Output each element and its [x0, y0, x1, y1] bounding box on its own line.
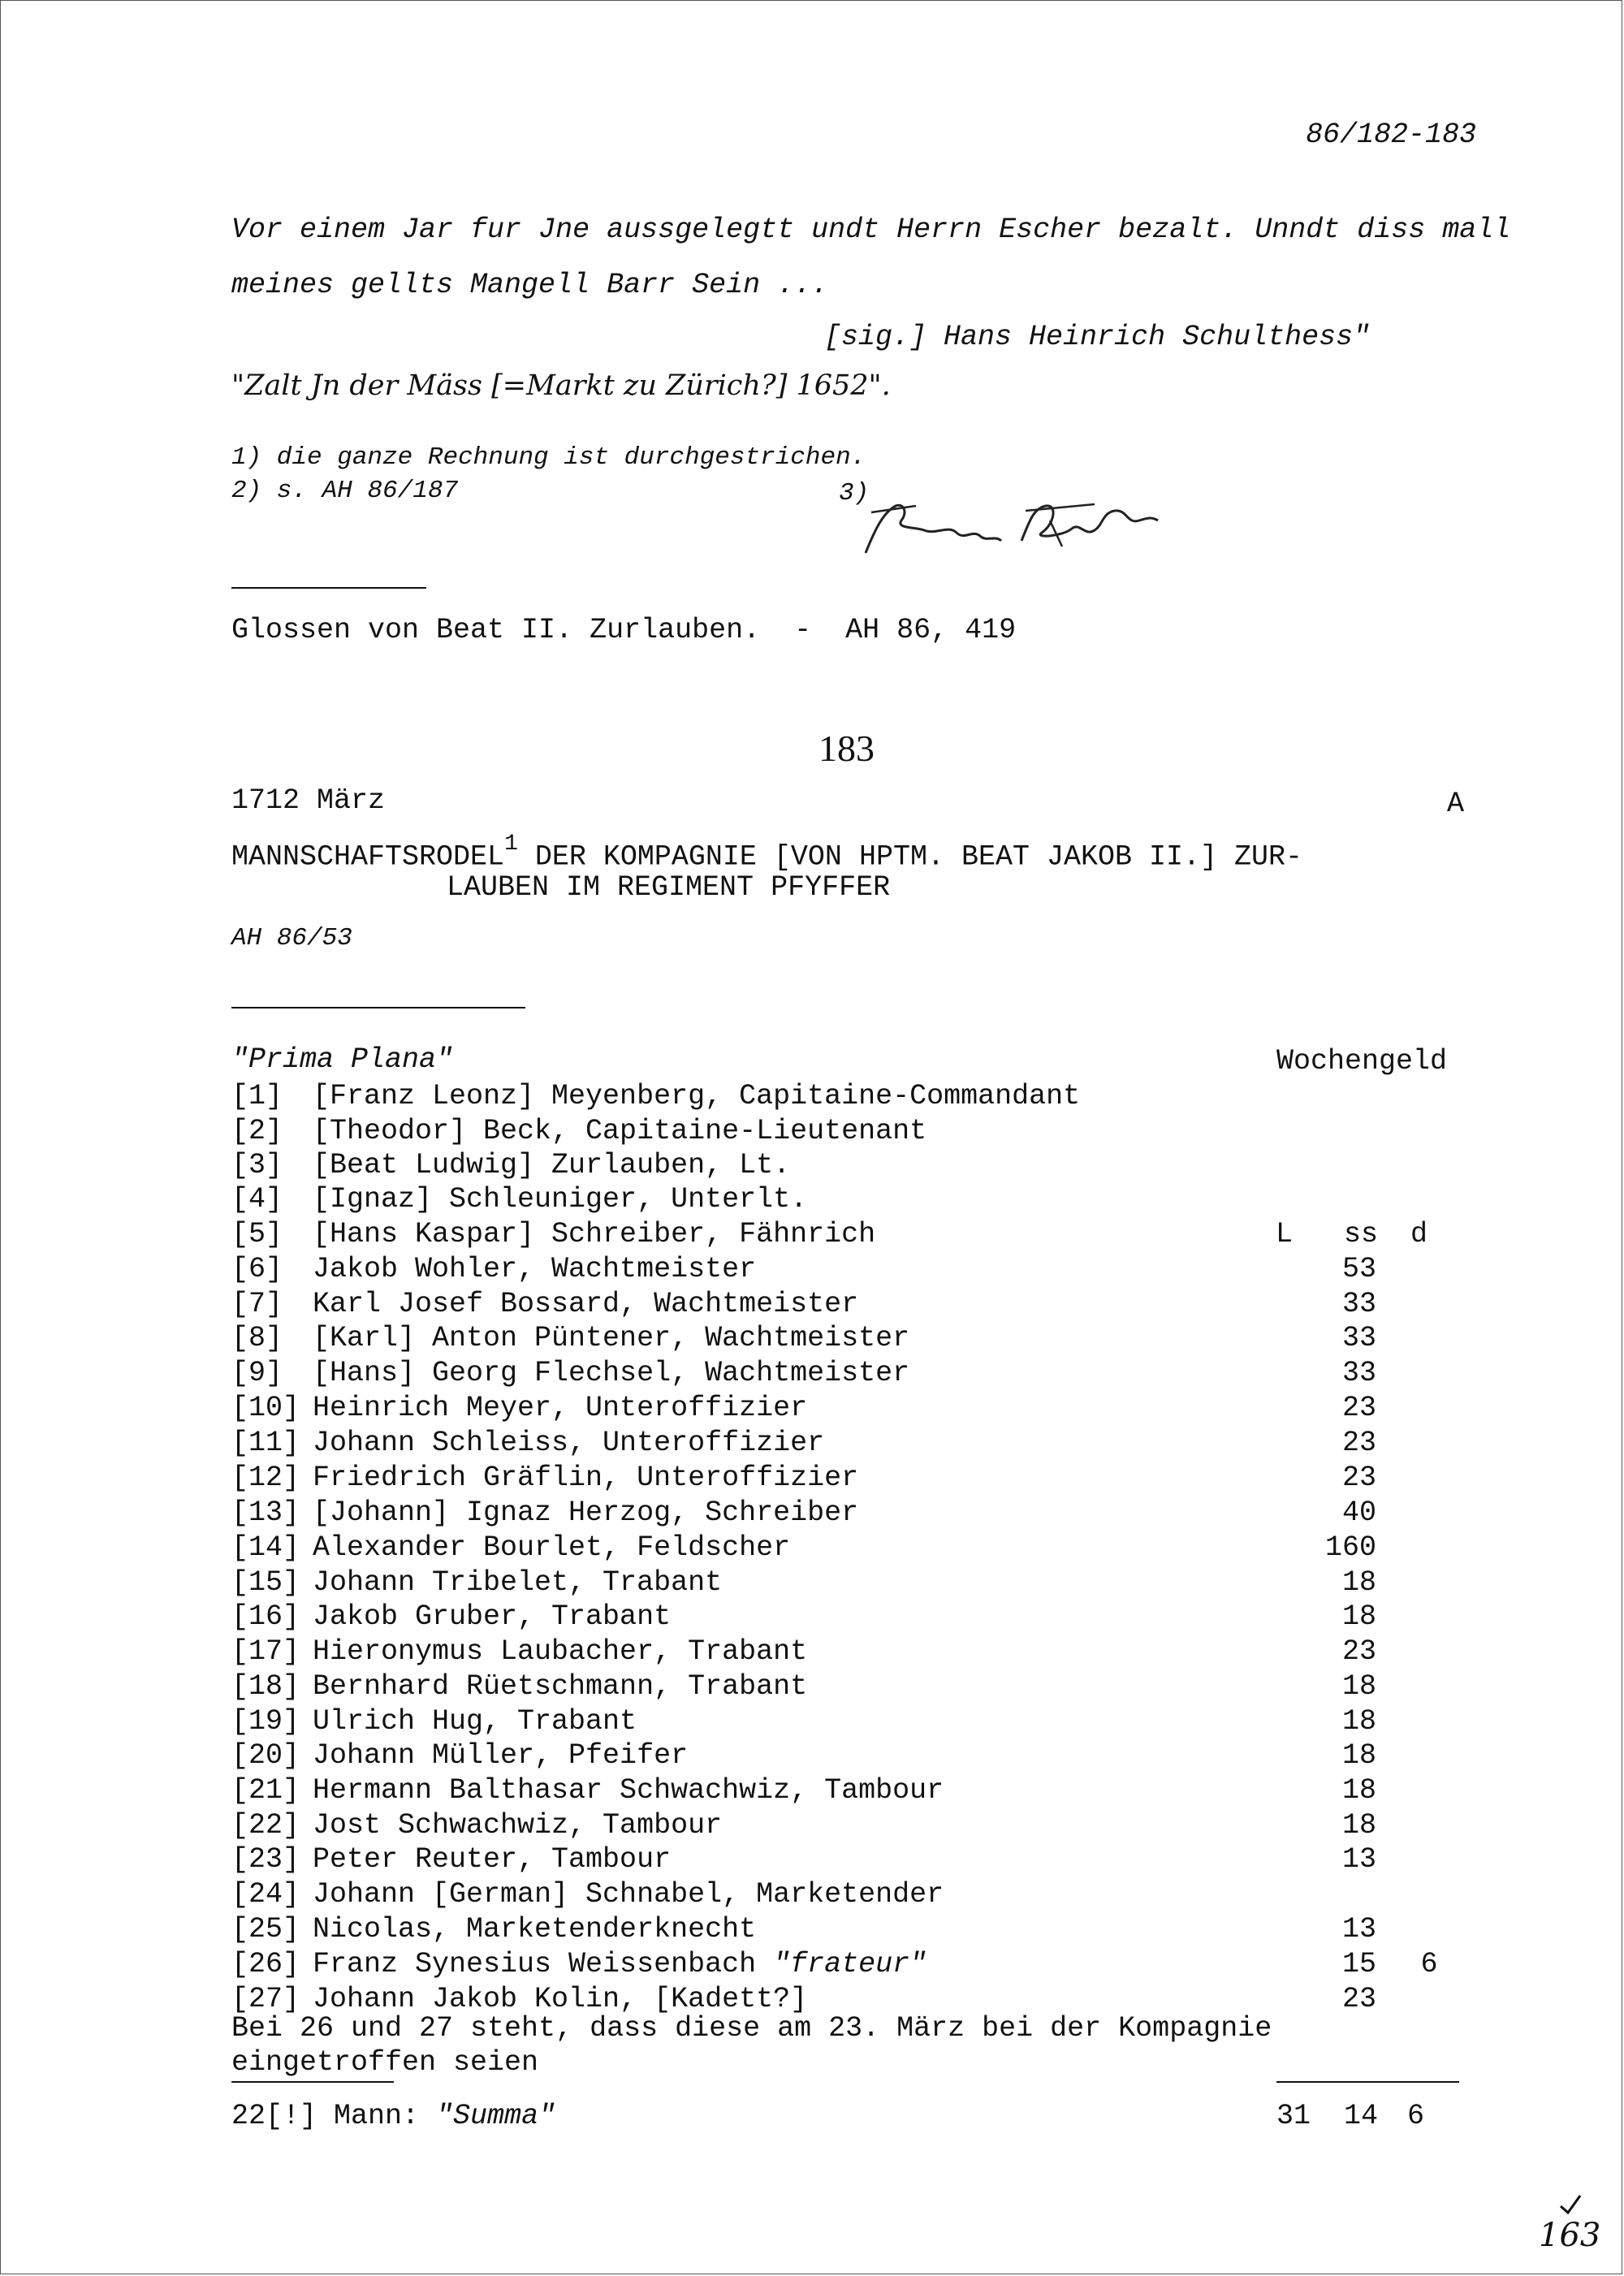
checkmark-icon — [1543, 2179, 1583, 2220]
roster-row — [231, 1322, 1449, 1357]
row-name: Johann [German] Schnabel, Marketender — [313, 1878, 944, 1911]
title-footnote-mark: 1 — [504, 831, 518, 857]
unit-header-d: d — [1410, 1218, 1428, 1250]
row-ss: 18 — [1341, 1705, 1376, 1738]
roster-row — [231, 1774, 1449, 1809]
row-number: [24] — [231, 1878, 300, 1911]
row-number: [4] — [231, 1183, 283, 1216]
letter-line-1: Vor einem Jar fur Jne aussgelegtt undt Herrn Escher bezalt. Unndt diss mall — [231, 214, 1511, 246]
summa-italic: "Summa" — [436, 2100, 556, 2132]
row-ss: 18 — [1341, 1600, 1376, 1633]
roster-row — [231, 1183, 1449, 1218]
row-ss: 23 — [1341, 1462, 1376, 1494]
roster-row — [231, 1531, 1449, 1566]
summa-line — [231, 2100, 555, 2132]
row-number: [5] — [231, 1218, 283, 1250]
row-ss: 18 — [1341, 1809, 1376, 1842]
signature-image — [859, 467, 1168, 576]
entry-title-line-1 — [231, 831, 1303, 874]
roster-row — [231, 1670, 1449, 1705]
row-name: [Hans] Georg Flechsel, Wachtmeister — [313, 1357, 910, 1389]
row-name: Alexander Bourlet, Feldscher — [313, 1531, 791, 1564]
roster-row — [231, 1080, 1449, 1115]
row-name: Jost Schwachwiz, Tambour — [313, 1809, 723, 1842]
row-name: Johann Müller, Pfeifer — [313, 1739, 689, 1772]
row-ss: 18 — [1341, 1566, 1376, 1599]
unit-header-ss: ss — [1344, 1218, 1379, 1250]
signature-line: [sig.] Hans Heinrich Schulthess" — [824, 321, 1371, 353]
row-name: [Hans Kaspar] Schreiber, Fähnrich — [313, 1218, 876, 1250]
row-name: Ulrich Hug, Trabant — [313, 1705, 637, 1738]
summa-l: 31 — [1276, 2100, 1311, 2132]
unit-header-l: L — [1276, 1218, 1294, 1250]
row-name: Heinrich Meyer, Unteroffizier — [313, 1392, 808, 1424]
entry-number: 183 — [818, 728, 875, 769]
row-name: [Johann] Ignaz Herzog, Schreiber — [313, 1496, 859, 1529]
note-line-2: eingetroffen seien — [231, 2046, 539, 2079]
row-number: [13] — [231, 1496, 300, 1529]
row-ss: 18 — [1341, 1774, 1376, 1807]
footnote-1: 1) die ganze Rechnung ist durchgestrichen. — [231, 443, 866, 472]
row-number: [1] — [231, 1080, 283, 1112]
row-name: Hermann Balthasar Schwachwiz, Tambour — [313, 1774, 944, 1807]
section-rule-2 — [231, 1007, 525, 1008]
page-reference: 86/182-183 — [1306, 119, 1477, 151]
row-name: Peter Reuter, Tambour — [313, 1843, 672, 1876]
row-ss: 13 — [1341, 1913, 1376, 1946]
row-name: Hieronymus Laubacher, Trabant — [313, 1635, 808, 1668]
wochengeld-header: Wochengeld — [1276, 1045, 1448, 1078]
row-number: [20] — [231, 1739, 300, 1772]
row-ss: 23 — [1341, 1983, 1376, 2015]
section-rule — [231, 587, 426, 589]
row-name-text: Franz Synesius Weissenbach — [313, 1948, 774, 1980]
roster-row — [231, 1115, 1449, 1150]
row-number: [14] — [231, 1531, 300, 1564]
row-number: [15] — [231, 1566, 300, 1599]
row-number: [2] — [231, 1115, 283, 1147]
row-number: [6] — [231, 1253, 283, 1285]
roster-row — [231, 1809, 1449, 1844]
letter-line-2: meines gellts Mangell Barr Sein ... — [231, 269, 829, 301]
row-ss: 33 — [1341, 1322, 1376, 1354]
row-ss: 13 — [1341, 1843, 1376, 1876]
row-number: [27] — [231, 1983, 300, 2015]
row-ss: 160 — [1324, 1531, 1376, 1564]
row-number: [19] — [231, 1705, 300, 1738]
row-number: [21] — [231, 1774, 300, 1807]
roster-row — [231, 1600, 1449, 1635]
roster-row — [231, 1496, 1449, 1531]
row-name-italic: "frateur" — [773, 1948, 927, 1980]
row-number: [17] — [231, 1635, 300, 1668]
row-name: [Beat Ludwig] Zurlauben, Lt. — [313, 1149, 791, 1181]
entry-letter-code: A — [1447, 788, 1465, 820]
roster-row — [231, 1878, 1449, 1913]
row-name: Johann Jakob Kolin, [Kadett?] — [313, 1983, 808, 2015]
note-underline — [231, 2081, 394, 2083]
roster-row — [231, 1705, 1449, 1740]
handwritten-note: "Zalt Jn der Mäss [=Markt zu Zürich?] 1652". — [231, 369, 891, 402]
row-name: Bernhard Rüetschmann, Trabant — [313, 1670, 808, 1703]
roster-row — [231, 1739, 1449, 1774]
note-line-1: Bei 26 und 27 steht, dass diese am 23. März bei der Kompagnie — [231, 2012, 1272, 2045]
title-main: MANNSCHAFTSRODEL — [231, 840, 505, 874]
row-number: [23] — [231, 1843, 300, 1876]
row-number: [8] — [231, 1322, 283, 1354]
row-number: [3] — [231, 1149, 283, 1181]
archive-reference: AH 86/53 — [231, 924, 352, 952]
roster-row — [231, 1843, 1449, 1878]
row-ss: 33 — [1341, 1288, 1376, 1320]
row-name: Karl Josef Bossard, Wachtmeister — [313, 1288, 859, 1320]
row-ss: 23 — [1341, 1635, 1376, 1668]
row-number: [18] — [231, 1670, 300, 1703]
summa-label: 22[!] Mann: — [231, 2100, 437, 2132]
roster-row — [231, 1288, 1449, 1323]
roster-row — [231, 1427, 1449, 1462]
row-name — [313, 1948, 926, 1980]
corner-page-mark: 163 — [1539, 2217, 1601, 2254]
roster-row — [231, 1948, 1449, 1983]
row-number: [10] — [231, 1392, 300, 1424]
row-number: [9] — [231, 1357, 283, 1389]
row-ss: 18 — [1341, 1670, 1376, 1703]
row-ss: 18 — [1341, 1739, 1376, 1772]
summa-d: 6 — [1407, 2100, 1425, 2132]
roster-row — [231, 1392, 1449, 1427]
entry-date: 1712 März — [231, 784, 386, 817]
row-number: [12] — [231, 1462, 300, 1494]
roster-row — [231, 1218, 1449, 1253]
roster-row — [231, 1566, 1449, 1601]
roster-row — [231, 1462, 1449, 1496]
row-number: [7] — [231, 1288, 283, 1320]
row-ss: 23 — [1341, 1427, 1376, 1459]
row-ss: 33 — [1341, 1357, 1376, 1389]
row-ss: 53 — [1341, 1253, 1376, 1285]
entry-title-line-2: LAUBEN IM REGIMENT PFYFFER — [447, 871, 891, 904]
row-number: [16] — [231, 1600, 300, 1633]
row-name: Jakob Gruber, Trabant — [313, 1600, 672, 1633]
roster-row — [231, 1253, 1449, 1288]
row-name: Nicolas, Marketenderknecht — [313, 1913, 757, 1946]
roster-row — [231, 1913, 1449, 1948]
summa-ss: 14 — [1344, 2100, 1379, 2132]
row-name: [Theodor] Beck, Capitaine-Lieutenant — [313, 1115, 927, 1147]
footnote-3-label: 3) — [839, 479, 870, 507]
row-number: [22] — [231, 1809, 300, 1842]
row-name: [Karl] Anton Püntener, Wachtmeister — [313, 1322, 910, 1354]
row-number: [11] — [231, 1427, 300, 1459]
row-number: [25] — [231, 1913, 300, 1946]
roster-row — [231, 1357, 1449, 1392]
roster-row — [231, 1149, 1449, 1184]
row-d: 6 — [1420, 1948, 1438, 1980]
row-number: [26] — [231, 1948, 300, 1980]
sum-rule — [1276, 2081, 1459, 2083]
row-name: [Franz Leonz] Meyenberg, Capitaine-Commandant — [313, 1080, 1081, 1112]
footnote-2: 2) s. AH 86/187 — [231, 477, 459, 505]
row-name: [Ignaz] Schleuniger, Unterlt. — [313, 1183, 808, 1216]
row-name: Johann Tribelet, Trabant — [313, 1566, 723, 1599]
row-ss: 15 — [1341, 1948, 1376, 1980]
row-ss: 40 — [1341, 1496, 1376, 1529]
prima-plana-heading: "Prima Plana" — [231, 1043, 454, 1076]
row-ss: 23 — [1341, 1392, 1376, 1424]
row-name: Johann Schleiss, Unteroffizier — [313, 1427, 825, 1459]
row-name: Jakob Wohler, Wachtmeister — [313, 1253, 757, 1285]
roster-row — [231, 1635, 1449, 1670]
row-name: Friedrich Gräflin, Unteroffizier — [313, 1462, 859, 1494]
title-rest: DER KOMPAGNIE [VON HPTM. BEAT JAKOB II.] ZUR- — [517, 840, 1303, 874]
glossen-line: Glossen von Beat II. Zurlauben. - AH 86, 419 — [231, 614, 1017, 646]
